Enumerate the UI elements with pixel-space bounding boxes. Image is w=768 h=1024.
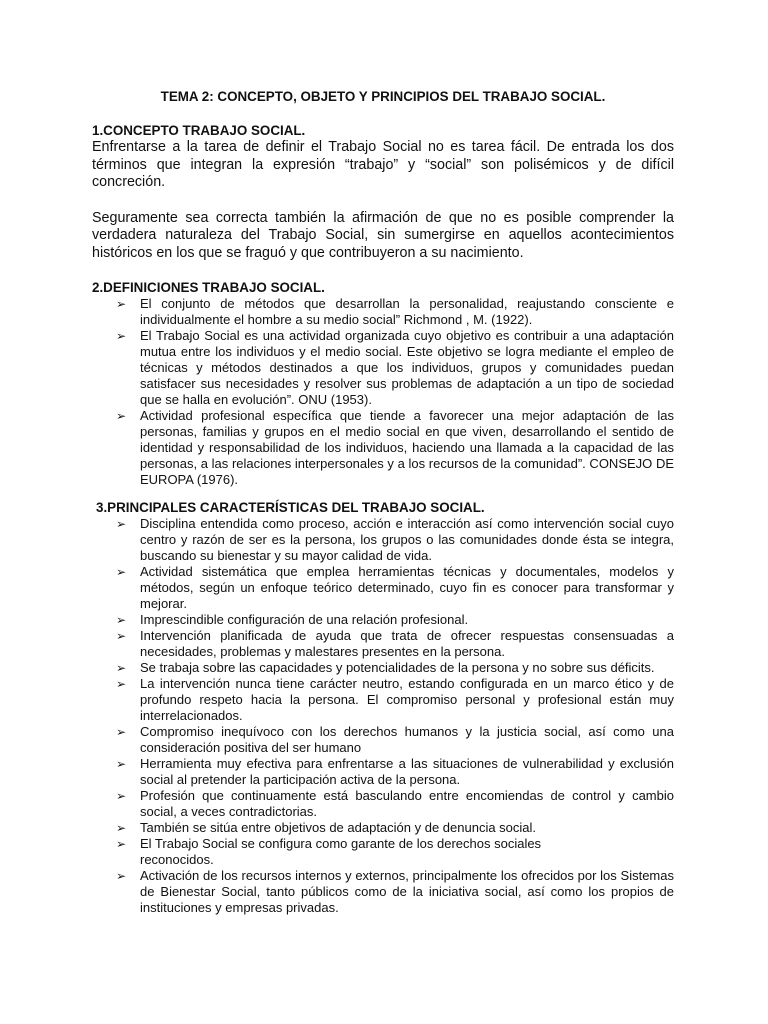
arrow-bullet-icon: ➢: [116, 724, 127, 739]
arrow-bullet-icon: ➢: [116, 564, 127, 579]
characteristic-item: [116, 723, 674, 756]
definition-item: [116, 407, 674, 488]
arrow-bullet-icon: ➢: [116, 788, 127, 803]
characteristic-item: [116, 675, 674, 724]
list-item-text: El Trabajo Social es una actividad organizada cuyo objetivo es contribuir a una adaptación mutua entre los individuos y el medio social. Este objetivo se logra mediante el empleo de técnicas y métodos destinados a que los individuos, grupos y comunidades puedan satisfacer sus necesidades y resolver sus problemas de adaptación a un tipo de sociedad que se halla en evolución”. ONU (1953).: [140, 327, 674, 407]
list-item-text: La intervención nunca tiene carácter neutro, estando configurada en un marco ético y de profundo respeto hacia la persona. El compromiso personal y profesional están muy interrelacionados.: [140, 675, 674, 723]
characteristic-item: [116, 563, 674, 612]
section-1-paragraph: Enfrentarse a la tarea de definir el Trabajo Social no es tarea fácil. De entrada los dos términos que integran la expresión “trabajo” y “social” son polisémicos y de difícil concreción.: [92, 139, 674, 191]
list-item-text: El conjunto de métodos que desarrollan la personalidad, reajustando consciente e individualmente el hombre a su medio social” Richmond , M. (1922).: [140, 295, 674, 327]
list-item-text: Activación de los recursos internos y externos, principalmente los ofrecidos por los Sistemas de Bienestar Social, tanto públicos como de la iniciativa social, así como los propios de instituciones y empresas privadas.: [140, 867, 674, 915]
list-item-text: Actividad sistemática que emplea herramientas técnicas y documentales, modelos y métodos, según un enfoque teórico determinado, cuyo fin es conocer para transformar y mejorar.: [140, 563, 674, 611]
characteristic-item: [116, 867, 674, 916]
document-page: [92, 88, 674, 916]
arrow-bullet-icon: ➢: [116, 296, 127, 311]
arrow-bullet-icon: ➢: [116, 628, 127, 643]
characteristic-item: [116, 627, 674, 660]
document-title: TEMA 2: CONCEPTO, OBJETO Y PRINCIPIOS DEL TRABAJO SOCIAL.: [160, 89, 606, 104]
list-item-text: También se sitúa entre objetivos de adaptación y de denuncia social.: [140, 819, 537, 835]
list-item-text: El Trabajo Social se configura como garante de los derechos sociales reconocidos.: [140, 835, 542, 867]
arrow-bullet-icon: ➢: [116, 328, 127, 343]
characteristic-item: [116, 819, 674, 836]
characteristic-item: [116, 835, 674, 868]
definition-item: [116, 327, 674, 408]
characteristic-item: [116, 659, 674, 676]
list-item-text: Actividad profesional específica que tiende a favorecer una mejor adaptación de las personas, familias y grupos en el medio social en que viven, desarrollando el sentido de identidad y responsabilidad de los individuos, haciendo una llamada a la capacidad de las personas, a las relaciones interpersonales y a los recursos de la comunidad”. CONSEJO DE EUROPA (1976).: [140, 407, 674, 487]
section-1-paragraph: Seguramente sea correcta también la afirmación de que no es posible comprender la verdadera naturaleza del Trabajo Social, sin sumergirse en aquellos acontecimientos históricos en los que se fraguó y que contribuyeron a su nacimiento.: [92, 209, 674, 261]
arrow-bullet-icon: ➢: [116, 868, 127, 883]
definitions-list: [92, 296, 674, 488]
list-item-text: Intervención planificada de ayuda que trata de ofrecer respuestas consensuadas a necesidades, problemas y malestares presentes en la persona.: [140, 627, 674, 659]
arrow-bullet-icon: ➢: [116, 676, 127, 691]
characteristic-item: [116, 611, 674, 628]
section-2-heading: 2.DEFINICIONES TRABAJO SOCIAL.: [92, 279, 325, 295]
list-item-text: Herramienta muy efectiva para enfrentarse a las situaciones de vulnerabilidad y exclusión social al pretender la participación activa de la persona.: [140, 755, 674, 787]
arrow-bullet-icon: ➢: [116, 516, 127, 531]
list-item-text: Se trabaja sobre las capacidades y potencialidades de la persona y no sobre sus déficits.: [140, 659, 655, 675]
arrow-bullet-icon: ➢: [116, 408, 127, 423]
characteristics-list: [92, 516, 674, 916]
section-1-heading: 1.CONCEPTO TRABAJO SOCIAL.: [92, 123, 306, 138]
characteristic-item: [116, 515, 674, 564]
list-item-text: Compromiso inequívoco con los derechos humanos y la justicia social, así como una consideración positiva del ser humano: [140, 723, 674, 755]
definition-item: [116, 295, 674, 328]
arrow-bullet-icon: ➢: [116, 612, 127, 627]
arrow-bullet-icon: ➢: [116, 756, 127, 771]
arrow-bullet-icon: ➢: [116, 820, 127, 835]
list-item-text: Disciplina entendida como proceso, acción e interacción así como intervención social cuyo centro y razón de ser es la persona, los grupos o las comunidades donde ésta se integra, buscando su bienestar y su mayor calidad de vida.: [140, 515, 674, 563]
characteristic-item: [116, 787, 674, 820]
list-item-text: Profesión que continuamente está basculando entre encomiendas de control y cambio social, a veces contradictorias.: [140, 787, 674, 819]
arrow-bullet-icon: ➢: [116, 660, 127, 675]
list-item-text: Imprescindible configuración de una relación profesional.: [140, 611, 469, 627]
section-3-heading: 3.PRINCIPALES CARACTERÍSTICAS DEL TRABAJO SOCIAL.: [96, 499, 485, 515]
characteristic-item: [116, 755, 674, 788]
section-1-body: [92, 139, 674, 263]
arrow-bullet-icon: ➢: [116, 836, 127, 851]
